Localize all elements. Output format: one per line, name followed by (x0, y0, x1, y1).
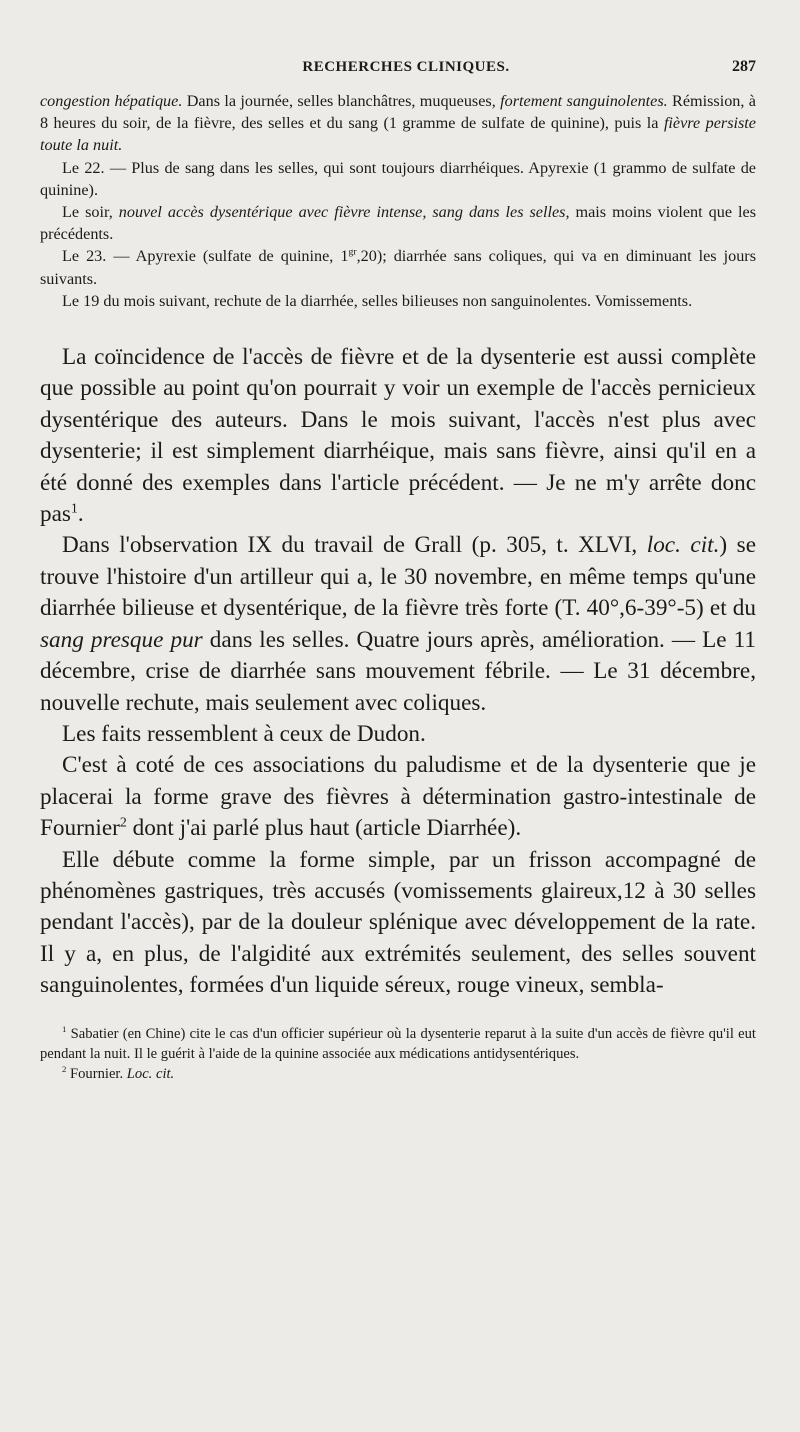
text-run: Le soir, (62, 203, 119, 222)
footnote-marker: 1 (70, 501, 78, 517)
body-paragraph (40, 719, 756, 750)
text-run: dans les selles. Quatre jours après, amélioration. — Le 11 décembre, crise de diarrhée sans mouvement fébrile. — Le 31 décembre, nouvelle rechute, mais seulement avec coliques. (40, 626, 756, 716)
text-run: dont j'ai parlé plus haut (article Diarrhée). (126, 815, 522, 842)
footnote-paragraph (40, 1064, 756, 1084)
running-title: RECHERCHES CLINIQUES. (302, 59, 510, 75)
italic-run: fortement sanguinolentes. (500, 92, 668, 110)
text-run: Dans l'observation IX du travail de Grall (p. 305, t. XLVI, (62, 532, 647, 559)
footnote-marker: gr (348, 247, 357, 259)
case-note-paragraph (40, 290, 756, 312)
footnote-paragraph (40, 1024, 756, 1064)
body-text (40, 342, 756, 1002)
body-paragraph (40, 845, 756, 1002)
text-run: Fournier. (66, 1065, 127, 1082)
text-run: ) se trouve l'histoire d'un artilleur qui a, le 30 novembre, en même temps qu'une diarrhée bilieuse et dysentérique, de la fièvre très forte (T. 40°,6-39°-5) et du (40, 532, 756, 622)
text-run: Les faits ressemblent à ceux de Dudon. (62, 720, 426, 747)
italic-run: fièvre persiste toute la nuit. (40, 114, 756, 155)
text-run: Sabatier (en Chine) cite le cas d'un officier supérieur où la dysenterie reparut à la suite d'un accès de fièvre qu'il eut pendant la nuit. Il le guérit à l'aide de la quinine associée aux médications antidysentériques. (40, 1025, 756, 1062)
text-run: Le 19 du mois suivant, rechute de la diarrhée, selles bilieuses non sanguinolentes. Vomissements. (62, 291, 693, 310)
footnote-marker: 2 (119, 815, 127, 831)
text-run: mais moins violent que les précédents. (40, 203, 756, 244)
italic-run: sang presque pur (40, 626, 203, 653)
text-run: C'est à coté de ces associations du paludisme et de la dysenterie que je placerai la forme grave des fièvres à détermination gastro-intestinale de Fournier (40, 752, 756, 842)
text-run: Le 23. — Apyrexie (sulfate de quinine, 1 (62, 247, 349, 266)
text-run: . (77, 501, 84, 528)
case-note-paragraph (40, 157, 756, 201)
text-run: ,20); diarrhée sans coliques, qui va en diminuant les jours suivants. (40, 247, 756, 288)
footnote-marker: 2 (62, 1063, 67, 1074)
italic-run: nouvel accès dysentérique avec fièvre intense, sang dans les selles, (118, 203, 570, 222)
footnote-marker: 1 (62, 1023, 67, 1034)
italic-run: loc. cit. (646, 532, 720, 559)
footnotes (40, 1024, 756, 1084)
case-note-paragraph (40, 201, 756, 245)
body-paragraph (40, 342, 756, 530)
case-notes (40, 90, 756, 312)
text-run: Le 22. — Plus de sang dans les selles, qui sont toujours diarrhéiques. Apyrexie (1 grammo de sulfate de quinine). (40, 158, 756, 199)
page-number: 287 (732, 58, 756, 75)
case-note-paragraph (40, 245, 756, 289)
text-run: Elle débute comme la forme simple, par un frisson accompagné de phénomènes gastriques, très accusés (vomissements glaireux,12 à 30 selles pendant l'accès), par de la douleur splénique avec développement de la rate. Il y a, en plus, de l'algidité aux extrémités seulement, des selles souvent sanguinolentes, formées d'un liquide séreux, rouge vineux, sembla- (40, 846, 756, 999)
case-note-paragraph (40, 90, 756, 157)
text-run: La coïncidence de l'accès de fièvre et de la dysenterie est aussi complète que possible au point qu'on pourrait y voir un exemple de l'accès pernicieux dysentérique des auteurs. Dans le mois suivant, l'accès n'est plus avec dysenterie; il est simplement diarrhéique, mais sans fièvre, ainsi qu'il en a été donné des exemples dans l'article précédent. — Je ne m'y arrête donc pas (40, 344, 756, 528)
italic-run: Loc. cit. (126, 1065, 175, 1082)
body-paragraph (40, 750, 756, 844)
text-run: Dans la journée, selles blanchâtres, muqueuses, (182, 92, 501, 110)
text-run: Rémission, à 8 heures du soir, de la fièvre, des selles et du sang (1 gramme de sulfate de quinine), puis la (40, 92, 756, 133)
body-paragraph (40, 530, 756, 718)
page-header (40, 58, 756, 90)
italic-run: congestion hépatique. (40, 92, 183, 110)
